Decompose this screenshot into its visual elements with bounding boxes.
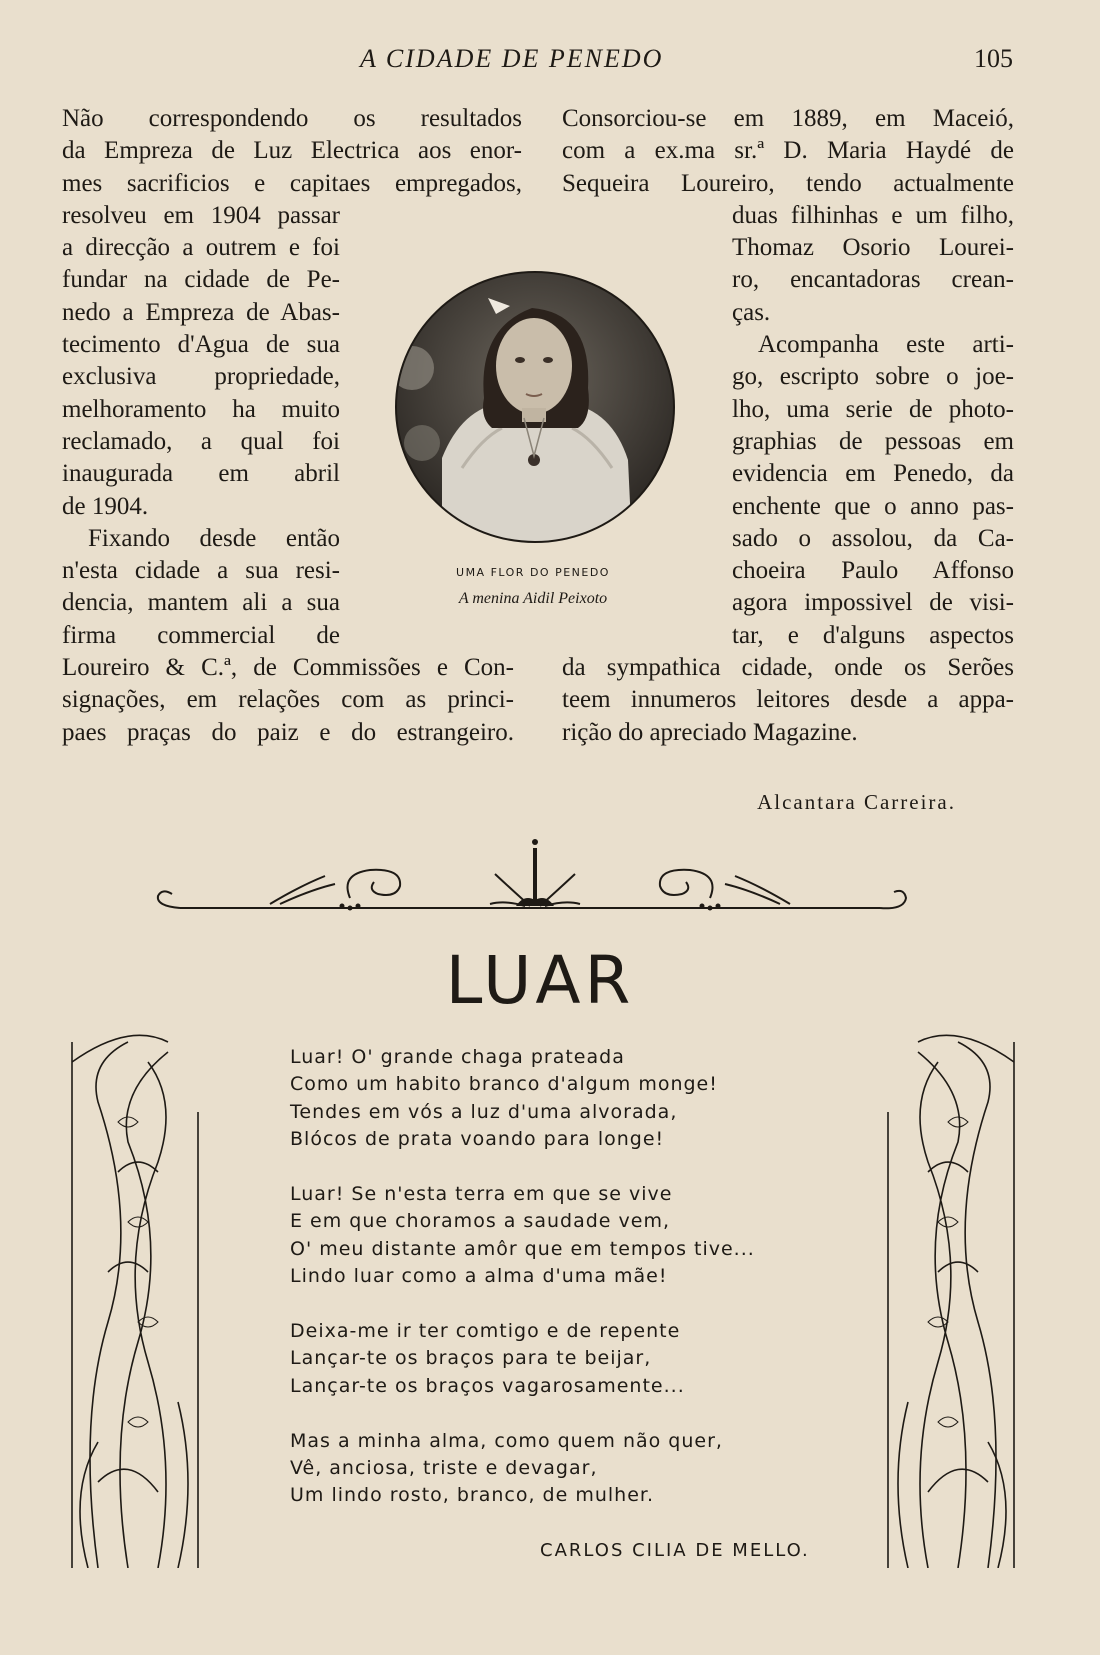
article-left-bottom <box>62 652 514 749</box>
text-line: graphias de pessoas em <box>732 427 1014 455</box>
running-head <box>0 44 1100 84</box>
poem-title: LUAR <box>445 942 635 1019</box>
text-line: nedo a Empreza de Abas- <box>62 298 340 326</box>
article-signature: Alcantara Carreira. <box>757 790 956 814</box>
poem-line: Luar! Se n'esta terra em que se vive <box>290 1183 673 1206</box>
page-number: 105 <box>974 44 1013 73</box>
poem-line: Tendes em vós a luz d'uma alvorada, <box>290 1100 678 1123</box>
text-line: Consorciou-se em 1889, em Maceió, <box>562 105 1014 132</box>
text-line: com a ex.ma sr.ª D. Maria Haydé de <box>562 137 1014 165</box>
text-line: da sympathica cidade, onde os Serões <box>562 654 1014 681</box>
text-line: de 1904. <box>62 492 149 520</box>
text-line: choeira Paulo Affonso <box>732 557 1014 585</box>
right-floral-frame <box>878 1022 1018 1568</box>
poem-line: Luar! O' grande chaga prateada <box>290 1046 625 1068</box>
poem-line: Vê, anciosa, triste e devagar, <box>290 1457 598 1480</box>
text-line: sado o assolou, da Ca- <box>732 524 1014 552</box>
article-right-bottom <box>562 652 1014 749</box>
text-line: melhoramento ha muito <box>62 395 340 423</box>
text-line: ças. <box>732 298 771 326</box>
text-line: Acompanha este arti- <box>758 331 1014 359</box>
text-line: agora impossivel de visi- <box>732 589 1014 617</box>
portrait-photo <box>392 268 678 546</box>
poem-stanza <box>290 1318 810 1400</box>
text-line: duas filhinhas e um filho, <box>732 201 1014 229</box>
text-line: tar, e d'alguns aspectos <box>732 621 1014 649</box>
text-line: signações, em relações com as princi- <box>62 686 514 714</box>
poem-line: Como um habito branco d'algum monge! <box>290 1073 718 1096</box>
poem-line: Mas a minha alma, como quem não quer, <box>290 1429 723 1452</box>
text-line: go, escripto sobre o joe- <box>732 363 1014 391</box>
text-line: lho, uma serie de photo- <box>732 395 1014 423</box>
poem-line: Um lindo rosto, branco, de mulher. <box>290 1484 655 1507</box>
poem-line: Lançar-te os braços para te beijar, <box>290 1347 652 1370</box>
poem-signature: CARLOS CILIA DE MELLO. <box>540 1540 810 1561</box>
poem-line: Lançar-te os braços vagarosamente... <box>290 1374 685 1397</box>
text-line: teem innumeros leitores desde a appa- <box>562 686 1014 714</box>
text-line: paes praças do paiz e do estrangeiro. <box>62 718 514 746</box>
text-line: n'esta cidade a sua resi- <box>62 557 340 585</box>
poem-line: Lindo luar como a alma d'uma mãe! <box>290 1265 668 1288</box>
poem-line: O' meu distante amôr que em tempos tive... <box>290 1237 755 1260</box>
poem-body <box>290 1044 810 1537</box>
running-title: A CIDADE DE PENEDO <box>360 44 664 73</box>
text-line: exclusiva propriedade, <box>62 363 340 391</box>
figure-caption-subtitle: A menina Aidil Peixoto <box>458 590 608 607</box>
text-line: fundar na cidade de Pe- <box>62 266 340 294</box>
text-line: Fixando desde então <box>88 524 340 552</box>
text-line: tecimento d'Agua de sua <box>62 331 340 359</box>
poem-stanza <box>290 1044 810 1154</box>
figure-caption-title: UMA FLOR DO PENEDO <box>456 566 610 579</box>
text-line: ro, encantadoras crean- <box>732 266 1014 294</box>
poem-line: Deixa-me ir ter comtigo e de repente <box>290 1320 681 1343</box>
poem-stanza <box>290 1428 810 1510</box>
text-line: inaugurada em abril <box>62 460 340 488</box>
divider-ornament <box>150 828 920 928</box>
text-line: a direcção a outrem e foi <box>62 234 340 262</box>
text-line: dencia, mantem ali a sua <box>62 589 340 617</box>
text-line: Thomaz Osorio Lourei- <box>732 234 1014 262</box>
left-floral-frame <box>68 1022 208 1568</box>
text-line: da Empreza de Luz Electrica aos enor- <box>62 137 522 165</box>
text-line: mes sacrificios e capitaes empregados, <box>62 169 522 197</box>
text-line: rição do apreciado Magazine. <box>562 718 858 746</box>
poem-stanza <box>290 1181 810 1291</box>
poem-line: E em que choramos a saudade vem, <box>290 1210 670 1233</box>
text-line: reclamado, a qual foi <box>62 427 340 455</box>
text-line: evidencia em Penedo, da <box>732 460 1014 488</box>
text-line: resolveu em 1904 passar <box>62 201 340 229</box>
text-line: Loureiro & C.ª, de Commissões e Con- <box>62 654 514 681</box>
text-line: Não correspondendo os resultados <box>62 105 522 132</box>
text-line: enchente que o anno pas- <box>732 492 1014 520</box>
poem-line: Blócos de prata voando para longe! <box>290 1128 665 1151</box>
text-line: firma commercial de <box>62 621 340 649</box>
text-line: Sequeira Loureiro, tendo actualmente <box>562 169 1014 197</box>
